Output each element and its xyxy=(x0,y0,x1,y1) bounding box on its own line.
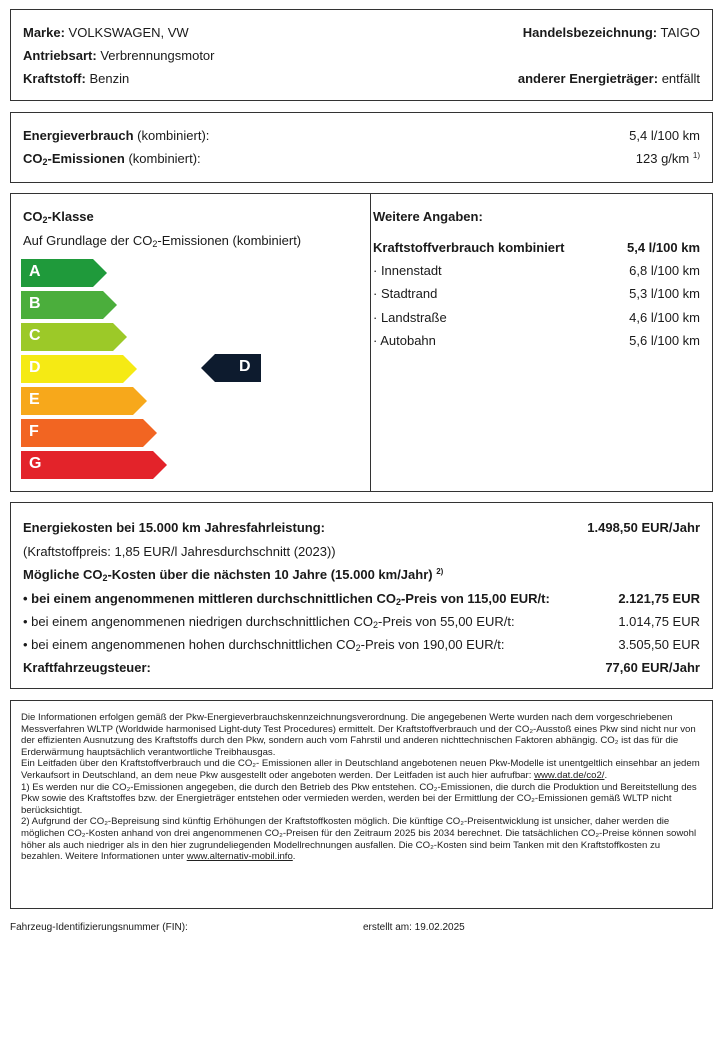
costs-box xyxy=(10,502,713,689)
co2-mid-label: • bei einem angenommenen mittleren durchschnittlichen $CO_2$-Preis von 115,00 EUR/t: xyxy=(23,591,550,607)
co2-class-f xyxy=(21,419,157,447)
note-guide: Ein Leitfaden über den Kraftstoffverbrauch und die CO₂- Emissionen aller in Deutschland angebotenen neuen Pkw-Modelle ist unentgeltlich einsehbar an jedem Verkaufsort in Deutschland, an dem neue Pkw ausgestellt oder angeboten werden. Der Leitfaden ist auch hier aufrufbar: www.dat.de/co2/. xyxy=(21,758,700,781)
alternativ-mobil-link[interactable]: www.alternativ-mobil.info xyxy=(186,851,293,863)
column-divider xyxy=(370,194,371,491)
co2-mid-value: 2.121,75 EUR xyxy=(618,591,700,606)
energy-consumption-value: 5,4 l/100 km xyxy=(629,128,700,143)
trade-name: Handelsbezeichnung: TAIGO xyxy=(522,25,700,40)
co2-class-letter: E xyxy=(29,391,40,408)
more-info-title: Weitere Angaben: xyxy=(373,209,483,224)
consumption-item-value: 5,3 l/100 km xyxy=(629,286,700,302)
consumption-breakdown xyxy=(373,263,700,356)
fin-label: Fahrzeug-Identifizierungsnummer (FIN): xyxy=(10,922,188,933)
vehicle-tax-label: Kraftfahrzeugsteuer: xyxy=(23,660,151,675)
combined-consumption-value: 5,4 l/100 km xyxy=(627,240,700,255)
energy-costs-value: 1.498,50 EUR/Jahr xyxy=(587,520,700,535)
consumption-item-label: · Autobahn xyxy=(373,332,436,348)
co2-class-g xyxy=(21,451,167,479)
co2-emissions-label: $CO_2$-Emissionen (kombiniert): xyxy=(23,151,201,167)
co2-class-box xyxy=(10,193,713,492)
dat-link[interactable]: www.dat.de/co2/ xyxy=(534,769,605,781)
co2-emissions-value: 123 g/km $^{1)}$ xyxy=(635,151,700,166)
rating-arrow-icon xyxy=(201,354,261,382)
brand: Marke: VOLKSWAGEN, VW xyxy=(23,25,189,40)
co2-class-d xyxy=(21,355,137,383)
energy-consumption-label: Energieverbrauch (kombiniert): xyxy=(23,128,210,143)
co2-high-label: • bei einem angenommenen hohen durchschnittlichen $CO_2$-Preis von 190,00 EUR/t: xyxy=(23,637,505,653)
consumption-item xyxy=(373,286,700,309)
consumption-item-label: · Landstraße xyxy=(373,309,447,325)
note-footnote-2: 2) Aufgrund der CO₂-Bepreisung sind künftig Erhöhungen der Kraftstoffkosten möglich. Die künftige CO₂-Preisentwicklung ist unsicher, daher werden die möglichen CO₂-Kosten anhand von drei angenommenen CO₂-Preisen für den Zeitraum 2025 bis 2034 berechnet. Die tatsächlichen CO₂-Preise können sowohl höher als auch niedriger als in den hier zugrundeliegenden Modellrechnungen ausfallen. Die CO₂-Kosten sind beim Tanken mit den Kraftstoffkosten zu bezahlen. Weitere Informationen unter www.alternativ-mobil.info. xyxy=(21,816,697,863)
co2-class-a xyxy=(21,259,107,287)
fuel-price-note: (Kraftstoffpreis: 1,85 EUR/l Jahresdurchschnitt (2023)) xyxy=(23,544,336,559)
co2-high-value: 3.505,50 EUR xyxy=(618,637,700,652)
vehicle-tax-value: 77,60 EUR/Jahr xyxy=(605,660,700,675)
co2-class-e xyxy=(21,387,147,415)
co2-class-c xyxy=(21,323,127,351)
co2-class-letter: A xyxy=(29,263,41,280)
co2-class-letter: C xyxy=(29,327,41,344)
consumption-item xyxy=(373,263,700,286)
consumption-item xyxy=(373,333,700,356)
vehicle-box xyxy=(10,9,713,101)
consumption-item xyxy=(373,310,700,333)
co2-costs-heading: Mögliche $CO_2$-Kosten über die nächsten 10 Jahre (15.000 km/Jahr) $^{2)}$ xyxy=(23,567,444,583)
rating-letter: D xyxy=(239,358,251,375)
created-date: erstellt am: 19.02.2025 xyxy=(363,922,465,933)
drive-type: Antriebsart: Verbrennungsmotor xyxy=(23,48,215,63)
co2-class-scale xyxy=(21,259,181,489)
co2-class-letter: F xyxy=(29,423,39,440)
notes-box xyxy=(10,700,713,909)
energy-costs-label: Energiekosten bei 15.000 km Jahresfahrleistung: xyxy=(23,520,326,535)
other-energy: anderer Energieträger: entfällt xyxy=(517,71,700,86)
fuel: Kraftstoff: Benzin xyxy=(23,71,130,86)
co2-class-rating xyxy=(201,354,261,382)
consumption-item-value: 4,6 l/100 km xyxy=(629,309,700,325)
consumption-item-value: 6,8 l/100 km xyxy=(629,263,700,278)
co2-low-value: 1.014,75 EUR xyxy=(618,614,700,629)
consumption-box xyxy=(10,112,713,183)
co2-class-letter: B xyxy=(29,295,41,312)
consumption-item-value: 5,6 l/100 km xyxy=(629,332,700,348)
combined-consumption-row xyxy=(373,240,700,255)
co2-class-basis: Auf Grundlage der $CO_2$-Emissionen (kombiniert) xyxy=(23,233,302,249)
note-footnote-1: 1) Es werden nur die CO₂-Emissionen angegeben, die durch den Betrieb des Pkw entstehen. CO₂-Emissionen, die durch die Produktion und Bereitstellung des Pkw sowie des Kraftstoffes bzw. der Energieträger entstehen oder vermieden werden, werden bei der Ermittlung der CO₂-Emissionen gemäß WLTP nicht berücksichtigt. xyxy=(21,781,697,816)
note-general: Die Informationen erfolgen gemäß der Pkw-Energieverbrauchskennzeichnungsverordnung. Die angegebenen Werte wurden nach dem vorgeschriebenen Messverfahren WLTP (Worldwide harmonised Light-duty Test Procedures) ermittelt. Der Kraftstoffverbrauch und der CO₂-Ausstoß eines Pkw sind nicht nur von der effizienten Ausnutzung des Kraftstoffs durch den Pkw, sondern auch vom Fahrstil und anderen nichttechnischen Faktoren abhängig. CO₂ ist das für die Erderwärmung hauptsächlich verantwortliche Treibhausgas. xyxy=(21,712,696,758)
co2-class-b xyxy=(21,291,117,319)
co2-class-title: $CO_2$-Klasse xyxy=(23,209,94,225)
co2-low-label: • bei einem angenommenen niedrigen durchschnittlichen $CO_2$-Preis von 55,00 EUR/t: xyxy=(23,614,515,630)
co2-class-letter: G xyxy=(29,455,42,472)
consumption-item-label: · Stadtrand xyxy=(373,286,438,302)
co2-class-letter: D xyxy=(29,359,41,376)
consumption-item-label: · Innenstadt xyxy=(373,263,442,278)
combined-consumption-label: Kraftstoffverbrauch kombiniert xyxy=(373,240,565,255)
